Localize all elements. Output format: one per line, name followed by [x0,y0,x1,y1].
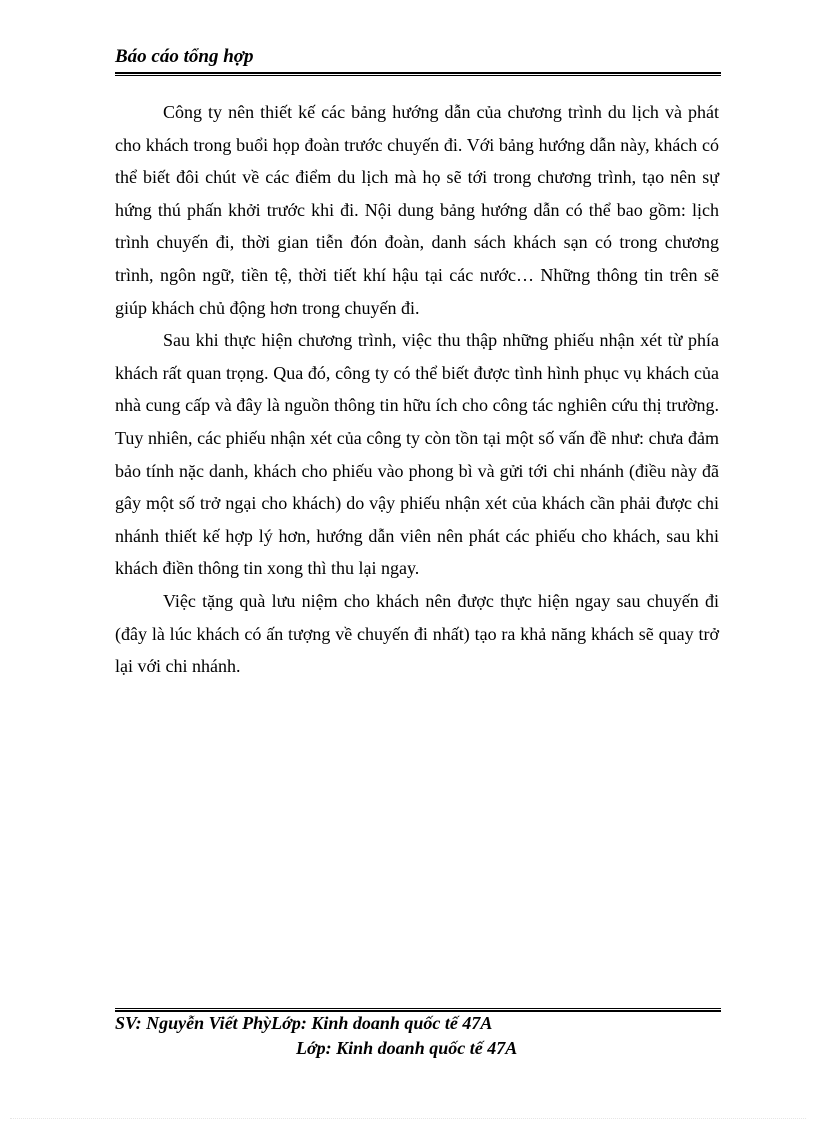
footer-divider [115,1008,721,1012]
footer-student-info: SV: Nguyễn Viết PhỳLớp: Kinh doanh quốc tế 47A [115,1013,493,1033]
document-body [115,96,719,683]
footer-class-info: Lớp: Kinh doanh quốc tế 47A [296,1038,518,1058]
page-edge [10,1118,806,1119]
header-divider [115,72,721,76]
paragraph-feedback-forms: Sau khi thực hiện chương trình, việc thu thập những phiếu nhận xét từ phía khách rất quan trọng. Qua đó, công ty có thể biết được tình hình phục vụ khách của nhà cung cấp và đây là nguồn thông tin hữu ích cho công tác nghiên cứu thị trường. Tuy nhiên, các phiếu nhận xét của công ty còn tồn tại một số vấn đề như: chưa đảm bảo tính nặc danh, khách cho phiếu vào phong bì và gửi tới chi nhánh (điều này đã gây một số trở ngại cho khách) do vậy phiếu nhận xét của khách cần phải được chi nhánh thiết kế hợp lý hơn, hướng dẫn viên nên phát các phiếu cho khách, sau khi khách điền thông tin xong thì thu lại ngay. [115,330,719,579]
paragraph-souvenirs: Việc tặng quà lưu niệm cho khách nên được thực hiện ngay sau chuyến đi (đây là lúc khách có ấn tượng về chuyến đi nhất) tạo ra khả năng khách sẽ quay trở lại với chi nhánh. [115,590,719,677]
page-header-title: Báo cáo tổng hợp [115,46,254,67]
paragraph-guide-booklet: Công ty nên thiết kế các bảng hướng dẫn của chương trình du lịch và phát cho khách trong buổi họp đoàn trước chuyến đi. Với bảng hướng dẫn này, khách có thể biết đôi chút về các điểm du lịch mà họ sẽ tới trong chương trình, tạo nên sự hứng thú phấn khởi trước khi đi. Nội dung bảng hướng dẫn có thể bao gồm: lịch trình chuyến đi, thời gian tiễn đón đoàn, danh sách khách sạn có trong chương trình, ngôn ngữ, tiền tệ, thời tiết khí hậu tại các nước… Những thông tin trên sẽ giúp khách chủ động hơn trong chuyến đi. [115,102,719,318]
